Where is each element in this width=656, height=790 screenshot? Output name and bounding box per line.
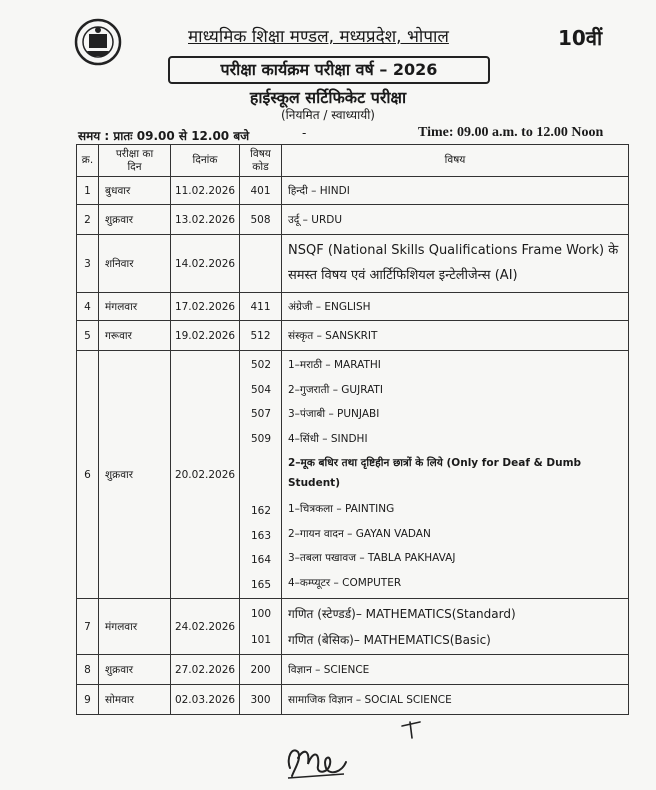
table-row	[77, 293, 629, 321]
subject-computer: 4–कम्प्यूटर – COMPUTER	[288, 576, 402, 589]
nsqf-line-2: समस्त विषय एवं आर्टिफिशियल इन्टेलीजेन्स (AI)	[288, 267, 518, 283]
schedule-title: परीक्षा कार्यक्रम परीक्षा वर्ष – 2026	[168, 56, 490, 84]
code-gayan-vadan: 163	[250, 529, 271, 542]
row-date: 20.02.2026	[171, 351, 240, 599]
row-subject	[282, 235, 629, 293]
row-day: गरूवार	[99, 321, 171, 351]
row-subjects	[282, 351, 629, 599]
col-subject: विषय	[282, 145, 629, 177]
col-day-line2: दिन	[127, 160, 142, 173]
col-code-line1: विषय	[250, 147, 271, 160]
board-seal-icon	[74, 18, 122, 66]
row-subject: सामाजिक विज्ञान – SOCIAL SCIENCE	[282, 685, 629, 715]
table-row	[77, 655, 629, 685]
signature-icon	[282, 738, 352, 782]
row-date: 14.02.2026	[171, 235, 240, 293]
deaf-dumb-note-1: 2–मूक बधिर तथा दृष्टिहीन छात्रों के लिये (Only for Deaf & Dumb	[288, 457, 582, 469]
row-code: 300	[240, 685, 282, 715]
row-day: शुक्रवार	[99, 655, 171, 685]
row-day: शुक्रवार	[99, 351, 171, 599]
subject-painting: 1–चित्रकला – PAINTING	[288, 503, 395, 515]
row-code: 508	[240, 205, 282, 235]
code-maths-standard: 100	[250, 607, 271, 620]
table-row	[77, 177, 629, 205]
subject-gayan-vadan: 2–गायन वादन – GAYAN VADAN	[288, 527, 431, 540]
row-date: 17.02.2026	[171, 293, 240, 321]
code-marathi: 502	[250, 359, 271, 371]
row-sno: 5	[77, 321, 99, 351]
table-row	[77, 205, 629, 235]
subject-marathi: 1–मराठी – MARATHI	[288, 359, 381, 371]
row-subject: संस्कृत – SANSKRIT	[282, 321, 629, 351]
code-tabla: 164	[250, 554, 271, 566]
subject-maths-standard: गणित (स्टेण्डर्ड)– MATHEMATICS(Standard)	[288, 606, 516, 621]
code-computer: 165	[250, 578, 271, 591]
row-day: शुक्रवार	[99, 205, 171, 235]
row-codes	[240, 599, 282, 655]
row-subject: विज्ञान – SCIENCE	[282, 655, 629, 685]
row-date: 24.02.2026	[171, 599, 240, 655]
row-day: बुधवार	[99, 177, 171, 205]
row-code: 200	[240, 655, 282, 685]
col-code-line2: कोड	[252, 160, 269, 173]
row-code: 411	[240, 293, 282, 321]
subject-gujrati: 2–गुजराती – GUJRATI	[288, 383, 383, 396]
subject-punjabi: 3–पंजाबी – PUNJABI	[288, 408, 380, 420]
exam-schedule-table	[76, 144, 629, 715]
row-subjects	[282, 599, 629, 655]
tick-mark-icon	[400, 720, 422, 740]
row-sno: 8	[77, 655, 99, 685]
nsqf-line-1: NSQF (National Skills Qualifications Frame Work) के	[288, 243, 619, 258]
table-row	[77, 351, 629, 599]
row-day: सोमवार	[99, 685, 171, 715]
deaf-dumb-note-2: Student)	[288, 477, 340, 489]
col-sno: क्र.	[77, 145, 99, 177]
subject-tabla: 3–तबला पखावज – TABLA PAKHAVAJ	[288, 552, 456, 564]
table-row	[77, 235, 629, 293]
row-day: मंगलवार	[99, 293, 171, 321]
row-subject: उर्दू – URDU	[282, 205, 629, 235]
board-name: माध्यमिक शिक्षा मण्डल, मध्यप्रदेश, भोपाल	[188, 27, 449, 47]
code-punjabi: 507	[250, 408, 271, 420]
row-sno: 7	[77, 599, 99, 655]
row-code	[240, 235, 282, 293]
row-sno: 3	[77, 235, 99, 293]
row-code: 512	[240, 321, 282, 351]
col-day-line1: परीक्षा का	[115, 147, 154, 160]
code-sindhi: 509	[250, 432, 271, 445]
row-date: 27.02.2026	[171, 655, 240, 685]
row-date: 11.02.2026	[171, 177, 240, 205]
row-sno: 4	[77, 293, 99, 321]
row-date: 13.02.2026	[171, 205, 240, 235]
code-gujrati: 504	[250, 383, 271, 396]
col-date: दिनांक	[171, 145, 240, 177]
row-day: शनिवार	[99, 235, 171, 293]
subject-sindhi: 4–सिंधी – SINDHI	[288, 432, 368, 445]
row-subject: हिन्दी – HINDI	[282, 177, 629, 205]
col-code	[240, 145, 282, 177]
row-code: 401	[240, 177, 282, 205]
class-label: 10वीं	[558, 26, 603, 50]
table-row	[77, 685, 629, 715]
row-sno: 6	[77, 351, 99, 599]
time-hindi: समय : प्रातः 09.00 से 12.00 बजे	[78, 129, 250, 143]
row-day: मंगलवार	[99, 599, 171, 655]
code-maths-basic: 101	[250, 633, 271, 646]
code-painting: 162	[250, 505, 271, 517]
time-english: Time: 09.00 a.m. to 12.00 Noon	[418, 125, 604, 140]
row-sno: 9	[77, 685, 99, 715]
row-subject: अंग्रेजी – ENGLISH	[282, 293, 629, 321]
subject-maths-basic: गणित (बेसिक)– MATHEMATICS(Basic)	[288, 632, 491, 647]
col-day	[99, 145, 171, 177]
table-row	[77, 599, 629, 655]
table-row	[77, 321, 629, 351]
row-codes	[240, 351, 282, 599]
row-date: 19.02.2026	[171, 321, 240, 351]
row-sno: 2	[77, 205, 99, 235]
exam-type: (नियमित / स्वाध्यायी)	[281, 108, 375, 122]
time-separator: -	[302, 126, 307, 140]
row-date: 02.03.2026	[171, 685, 240, 715]
exam-name: हाईस्कूल सर्टिफिकेट परीक्षा	[249, 88, 407, 107]
table-header-row	[77, 145, 629, 177]
row-sno: 1	[77, 177, 99, 205]
